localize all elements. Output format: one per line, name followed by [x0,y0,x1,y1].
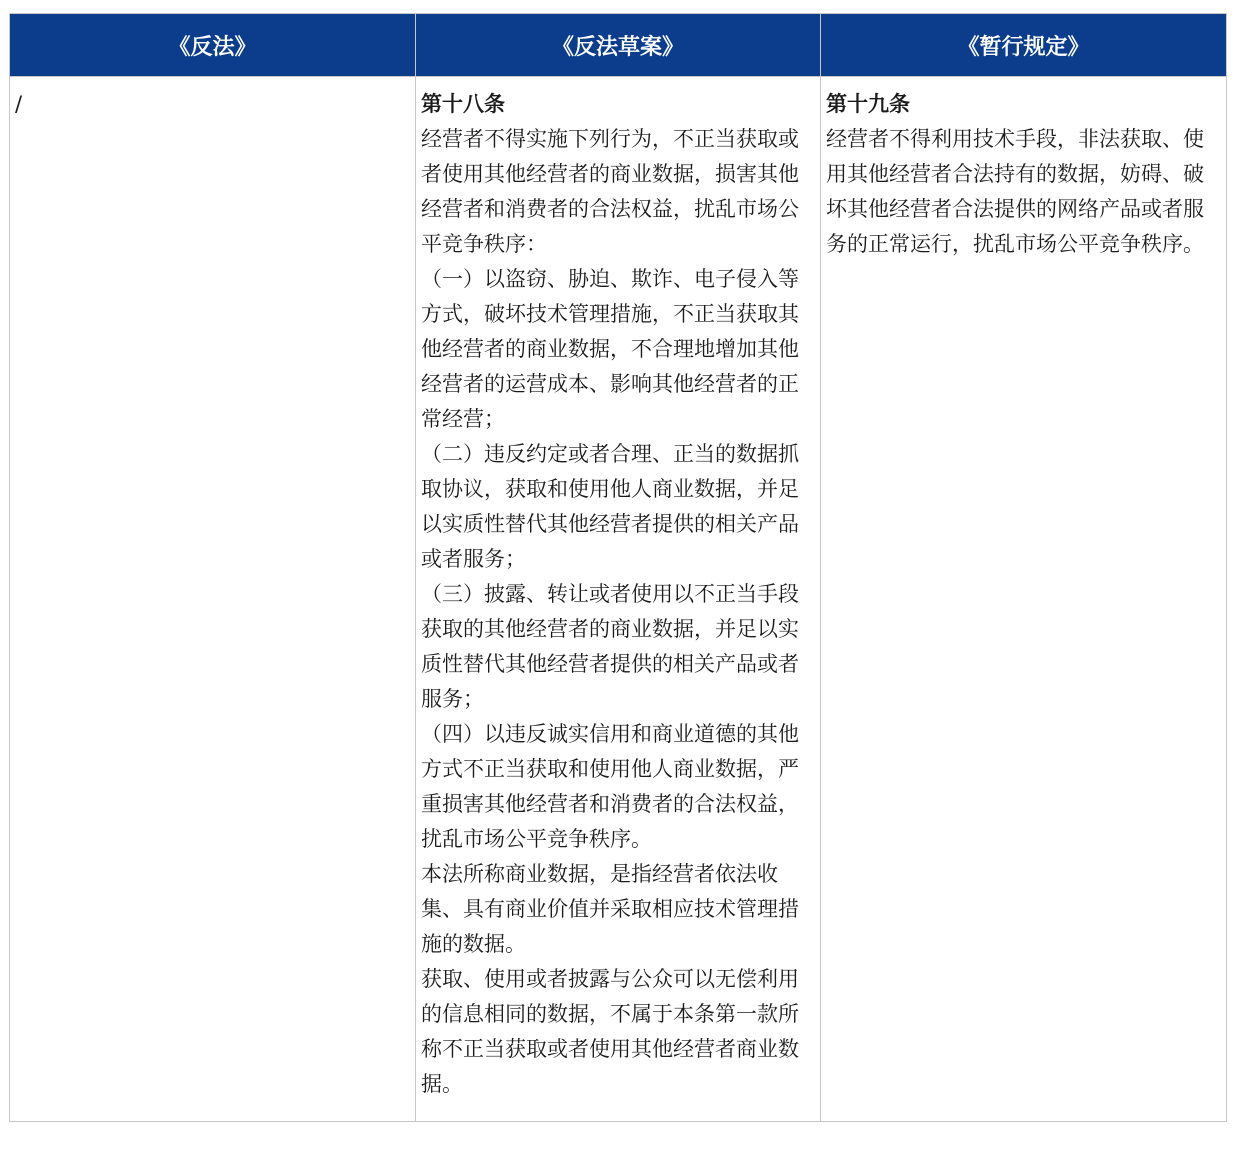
draft-paragraph: 获取、使用或者披露与公众可以无偿利用的信息相同的数据，不属于本条第一款所称不正当获取或者使用其他经营者商业数据。 [421,967,799,1096]
draft-article-title: 第十八条 [421,92,505,116]
header-draft-law: 《反法草案》 [416,14,821,77]
draft-paragraph: （二）违反约定或者合理、正当的数据抓取协议，获取和使用他人商业数据，并足以实质性替代其他经营者提供的相关产品或者服务； [421,442,799,571]
comparison-table-grid [9,13,1227,1122]
comparison-table [9,13,1226,1122]
draft-paragraph: （四）以违反诚实信用和商业道德的其他方式不正当获取和使用他人商业数据，严重损害其他经营者和消费者的合法权益，扰乱市场公平竞争秩序。 [421,722,799,851]
draft-paragraph: 本法所称商业数据，是指经营者依法收集、具有商业价值并采取相应技术管理措施的数据。 [421,862,799,956]
draft-paragraph: 经营者不得实施下列行为，不正当获取或者使用其他经营者的商业数据，损害其他经营者和消费者的合法权益，扰乱市场公平竞争秩序： [421,127,799,256]
interim-article-title: 第十九条 [826,92,910,116]
cell-law [10,77,416,1122]
header-row [10,14,1227,77]
header-anti-unfair-competition-law: 《反法》 [10,14,416,77]
cell-interim [821,77,1227,1122]
interim-paragraph: 经营者不得利用技术手段，非法获取、使用其他经营者合法持有的数据，妨碍、破坏其他经营者合法提供的网络产品或者服务的正常运行，扰乱市场公平竞争秩序。 [826,127,1204,256]
header-interim-provisions: 《暂行规定》 [821,14,1227,77]
cell-law-text: / [15,92,23,116]
draft-paragraph: （三）披露、转让或者使用以不正当手段获取的其他经营者的商业数据，并足以实质性替代其他经营者提供的相关产品或者服务； [421,582,799,711]
table-row [10,77,1227,1122]
cell-draft [416,77,821,1122]
draft-paragraph: （一）以盗窃、胁迫、欺诈、电子侵入等方式，破坏技术管理措施，不正当获取其他经营者的商业数据，不合理地增加其他经营者的运营成本、影响其他经营者的正常经营； [421,267,799,431]
